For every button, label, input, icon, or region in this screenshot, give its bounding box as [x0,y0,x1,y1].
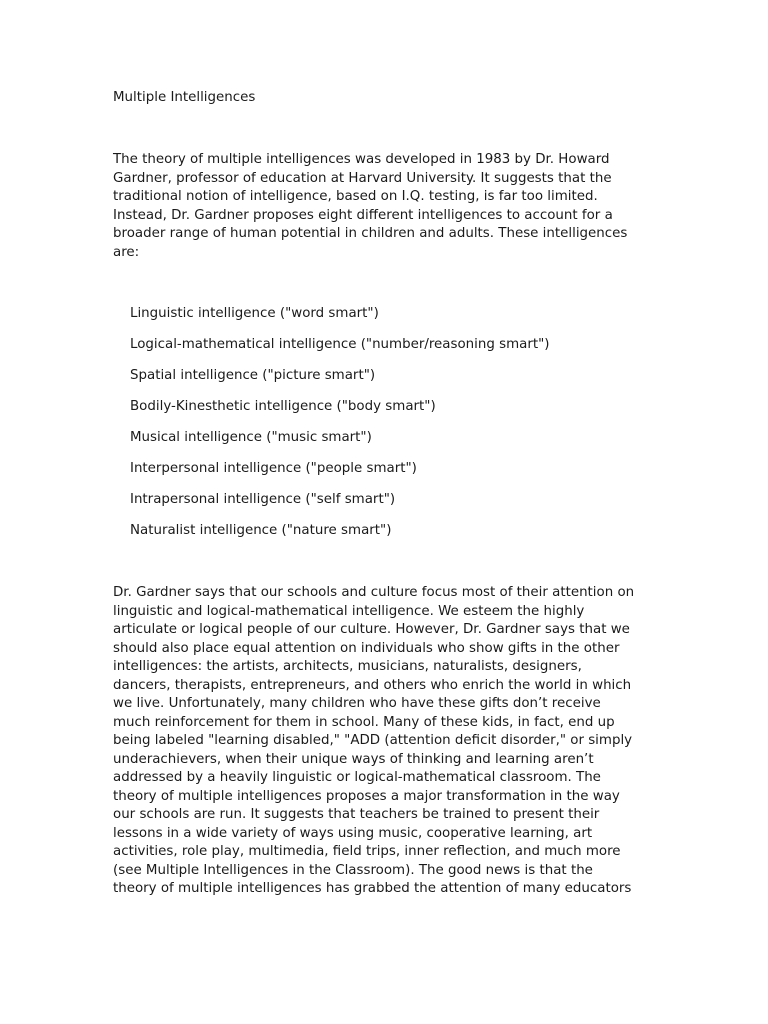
list-item: Intrapersonal intelligence ("self smart") [130,492,396,507]
paragraph-line: being labeled "learning disabled," "ADD (attention deficit disorder," or simply [113,733,633,748]
paragraph-line: dancers, therapists, entrepreneurs, and others who enrich the world in which [113,677,632,693]
paragraph-line: theory of multiple intelligences proposes a major transformation in the way [113,788,620,804]
paragraph-line: addressed by a heavily linguistic or logical-mathematical classroom. The [113,770,601,785]
paragraph-line: theory of multiple intelligences has grabbed the attention of many educators [113,881,632,896]
list-item: Bodily-Kinesthetic intelligence ("body smart") [130,399,436,414]
paragraph-line: The theory of multiple intelligences was developed in 1983 by Dr. Howard [113,152,610,167]
list-item: Linguistic intelligence ("word smart") [130,306,379,321]
paragraph-line: Dr. Gardner says that our schools and culture focus most of their attention on [113,585,635,600]
paragraph-line: are: [113,244,140,260]
list-item: Logical-mathematical intelligence ("number/reasoning smart") [130,337,550,352]
list-item: Naturalist intelligence ("nature smart") [130,523,392,538]
paragraph-line: Instead, Dr. Gardner proposes eight different intelligences to account for a [113,207,613,223]
paragraph-line: underachievers, when their unique ways of thinking and learning aren’t [113,751,594,767]
intro-paragraph [113,151,627,262]
paragraph-line: our schools are run. It suggests that teachers be trained to present their [113,807,600,822]
list-item: Interpersonal intelligence ("people smart") [130,461,417,476]
paragraph-line: intelligences: the artists, architects, musicians, naturalists, designers, [113,659,582,674]
document-title: Multiple Intelligences [113,90,256,105]
paragraph-line: traditional notion of intelligence, based on I.Q. testing, is far too limited. [113,189,598,204]
paragraph-line: (see Multiple Intelligences in the Classroom). The good news is that the [113,862,593,878]
intelligences-list [130,305,549,553]
list-item: Spatial intelligence ("picture smart") [130,368,376,383]
paragraph-line: activities, role play, multimedia, field trips, inner reflection, and much more [113,844,621,859]
paragraph-line: we live. Unfortunately, many children who have these gifts don’t receive [113,696,601,711]
paragraph-line: much reinforcement for them in school. Many of these kids, in fact, end up [113,714,615,730]
paragraph-line: lessons in a wide variety of ways using music, cooperative learning, art [113,825,593,841]
paragraph-line: articulate or logical people of our culture. However, Dr. Gardner says that we [113,622,630,637]
body-paragraph [113,584,634,899]
paragraph-line: should also place equal attention on individuals who show gifts in the other [113,640,620,656]
list-item: Musical intelligence ("music smart") [130,430,372,445]
paragraph-line: broader range of human potential in children and adults. These intelligences [113,226,628,241]
paragraph-line: Gardner, professor of education at Harvard University. It suggests that the [113,170,612,186]
paragraph-line: linguistic and logical-mathematical intelligence. We esteem the highly [113,603,585,619]
